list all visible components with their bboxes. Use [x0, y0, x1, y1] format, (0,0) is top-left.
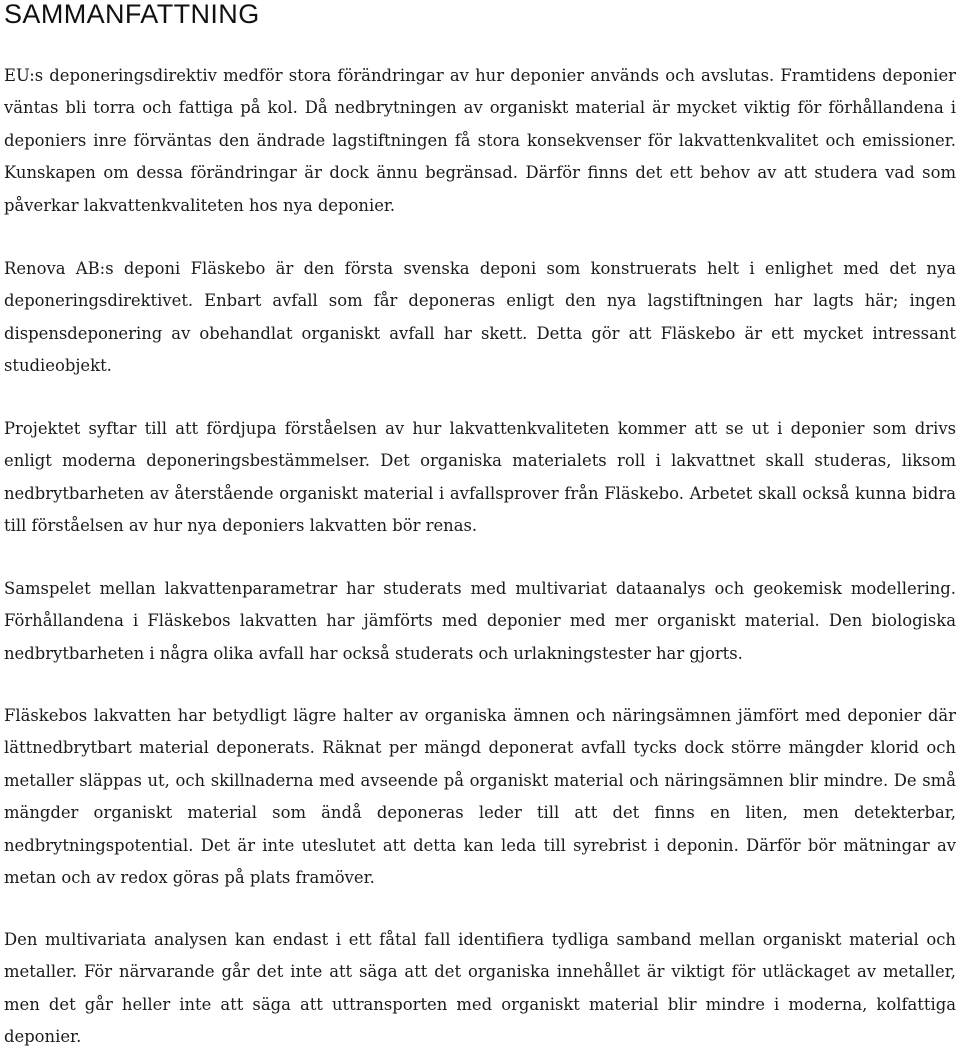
paragraph-results: Fläskebos lakvatten har betydligt lägre halter av organiska ämnen och näringsämnen jämfört med deponier där lättnedbrytbart material deponerats. Räknat per mängd deponerat avfall tycks dock större mängder klorid och metaller släppas ut, och skillnaderna med avseende på organiskt material och näringsämnen blir mindre. De små mängder organiskt material som ändå deponeras leder till att det finns en liten, men detekterbar, nedbrytningspotential. Det är inte uteslutet att detta kan leda till syrebrist i deponin. Därför bör mätningar av metan och av redox göras på plats framöver.	[4, 706, 956, 888]
paragraph-project-aim: Projektet syftar till att fördjupa förståelsen av hur lakvattenkvaliteten kommer att se ut i deponier som drivs enligt moderna deponeringsbestämmelser. Det organiska materialets roll i lakvattnet skall studeras, liksom nedbrytbarheten av återstående organiskt material i avfallsprover från Fläskebo. Arbetet skall också kunna bidra till förståelsen av hur nya deponiers lakvatten bör renas.	[4, 419, 956, 536]
paragraph-multivariate: Den multivariata analysen kan endast i ett fåtal fall identifiera tydliga samband mellan organiskt material och metaller. För närvarande går det inte att säga att det organiska innehållet är viktigt för utläckaget av metaller, men det går heller inte att säga att uttransporten med organiskt material blir mindre i moderna, kolfattiga deponier.	[4, 930, 956, 1047]
paragraph-flaskebo: Renova AB:s deponi Fläskebo är den första svenska deponi som konstruerats helt i enlighet med det nya deponeringsdirektivet. Enbart avfall som får deponeras enligt den nya lagstiftningen har lagts här; ingen dispensdeponering av obehandlat organiskt avfall har skett. Detta gör att Fläskebo är ett mycket intressant studieobjekt.	[4, 259, 956, 376]
paragraph-eu-directive: EU:s deponeringsdirektiv medför stora förändringar av hur deponier används och avslutas. Framtidens deponier väntas bli torra och fattiga på kol. Då nedbrytningen av organiskt material är mycket viktig för förhållandena i deponiers inre förväntas den ändrade lagstiftningen få stora konsekvenser för lakvattenkvalitet och emissioner. Kunskapen om dessa förändringar är dock ännu begränsad. Därför finns det ett behov av att studera vad som påverkar lakvattenkvaliteten hos nya deponier.	[4, 66, 956, 215]
section-heading: SAMMANFATTNING	[4, 0, 260, 29]
paragraph-methods: Samspelet mellan lakvattenparametrar har studerats med multivariat dataanalys och geokemisk modellering. Förhållandena i Fläskebos lakvatten har jämförts med deponier med mer organiskt material. Den biologiska nedbrytbarheten i några olika avfall har också studerats och urlakningstester har gjorts.	[4, 579, 956, 663]
